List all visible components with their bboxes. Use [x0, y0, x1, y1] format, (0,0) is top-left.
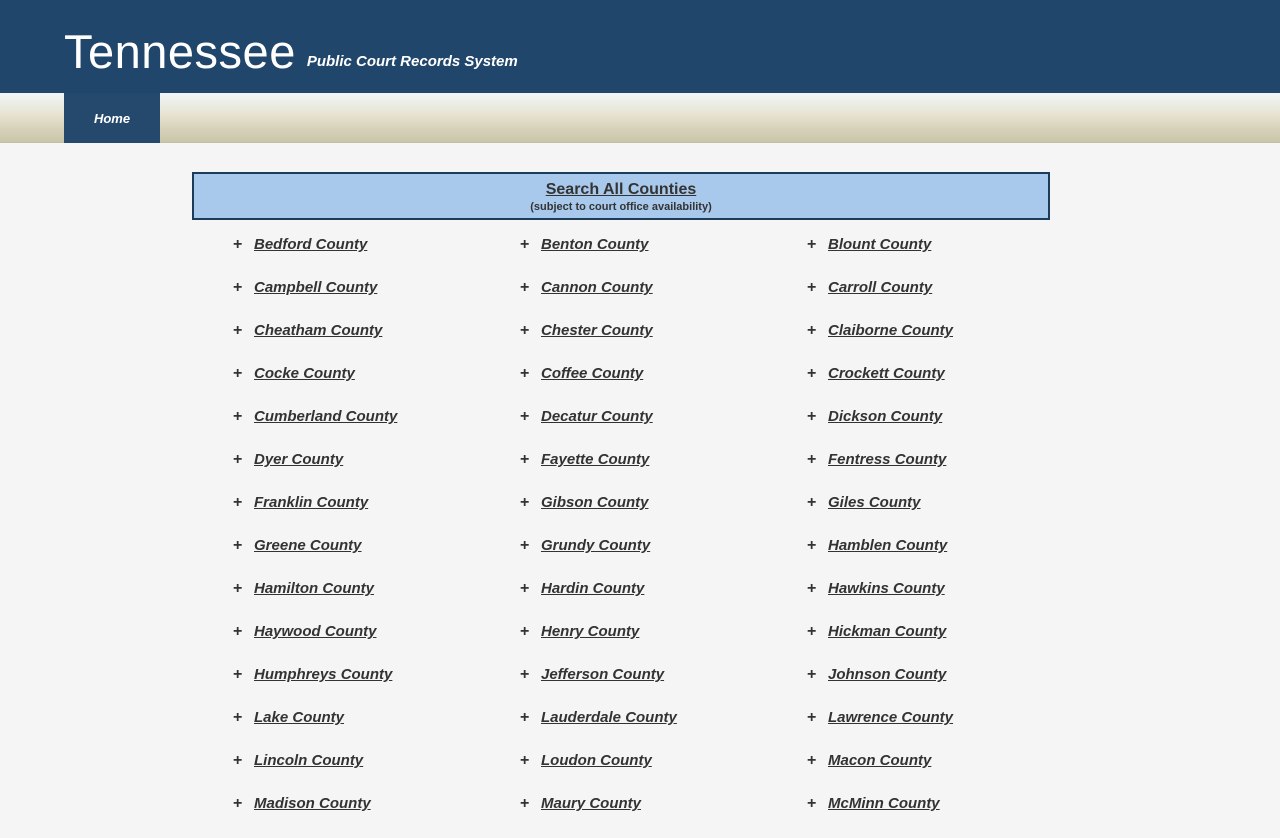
site-title: Tennessee	[64, 25, 296, 78]
county-list-item	[233, 580, 520, 623]
expand-plus-icon[interactable]: +	[807, 451, 817, 468]
county-link[interactable]: Hickman County	[828, 623, 947, 640]
expand-plus-icon[interactable]: +	[807, 623, 817, 640]
expand-plus-icon[interactable]: +	[520, 537, 530, 554]
county-list-item	[520, 279, 807, 322]
expand-plus-icon[interactable]: +	[233, 623, 243, 640]
county-list-item	[520, 322, 807, 365]
expand-plus-icon[interactable]: +	[233, 666, 243, 683]
county-link[interactable]: Crockett County	[828, 365, 945, 382]
brand	[64, 25, 518, 78]
county-list-item	[520, 709, 807, 752]
county-link[interactable]: Coffee County	[541, 365, 644, 382]
expand-plus-icon[interactable]: +	[233, 365, 243, 382]
expand-plus-icon[interactable]: +	[233, 580, 243, 597]
expand-plus-icon[interactable]: +	[233, 279, 243, 296]
expand-plus-icon[interactable]: +	[520, 795, 530, 812]
expand-plus-icon[interactable]: +	[520, 451, 530, 468]
tab-home[interactable]	[64, 93, 160, 143]
county-list-item	[233, 494, 520, 537]
county-link[interactable]: Benton County	[541, 236, 649, 253]
county-list-item	[807, 795, 1094, 838]
county-list-item	[233, 795, 520, 838]
expand-plus-icon[interactable]: +	[233, 795, 243, 812]
county-link[interactable]: Lauderdale County	[541, 709, 677, 726]
county-list-item	[520, 537, 807, 580]
county-list-item	[807, 365, 1094, 408]
county-list-item	[807, 322, 1094, 365]
expand-plus-icon[interactable]: +	[520, 322, 530, 339]
county-link[interactable]: Jefferson County	[541, 666, 665, 683]
county-list-item	[807, 279, 1094, 322]
county-list-item	[233, 279, 520, 322]
county-link[interactable]: Lake County	[254, 709, 345, 726]
county-link[interactable]: Dyer County	[254, 451, 344, 468]
expand-plus-icon[interactable]: +	[233, 236, 243, 253]
expand-plus-icon[interactable]: +	[807, 752, 817, 769]
county-list-item	[807, 451, 1094, 494]
county-list-item	[233, 752, 520, 795]
county-list-item	[807, 236, 1094, 279]
county-list-item	[520, 451, 807, 494]
county-list-item	[807, 752, 1094, 795]
county-link[interactable]: Giles County	[828, 494, 921, 511]
county-link[interactable]: Cocke County	[254, 365, 355, 382]
county-link[interactable]: Gibson County	[541, 494, 649, 511]
county-list-item	[807, 494, 1094, 537]
county-link[interactable]: Bedford County	[254, 236, 368, 253]
county-link[interactable]: Henry County	[541, 623, 640, 640]
county-link[interactable]: Franklin County	[254, 494, 369, 511]
expand-plus-icon[interactable]: +	[807, 322, 817, 339]
nav-bar	[0, 93, 1280, 143]
county-link[interactable]: Campbell County	[254, 279, 378, 296]
search-all-counties-label[interactable]: Search All Counties	[545, 181, 697, 198]
county-link[interactable]: Decatur County	[541, 408, 653, 425]
county-list-item	[233, 236, 520, 279]
expand-plus-icon[interactable]: +	[807, 709, 817, 726]
expand-plus-icon[interactable]: +	[520, 666, 530, 683]
search-all-counties-button[interactable]	[192, 172, 1050, 220]
county-link[interactable]: Haywood County	[254, 623, 377, 640]
expand-plus-icon[interactable]: +	[807, 279, 817, 296]
site-subtitle: Public Court Records System	[306, 53, 518, 70]
county-list-item	[807, 623, 1094, 666]
county-link[interactable]: Madison County	[254, 795, 371, 812]
county-list-item	[233, 623, 520, 666]
expand-plus-icon[interactable]: +	[233, 537, 243, 554]
county-list-item	[520, 752, 807, 795]
expand-plus-icon[interactable]: +	[233, 322, 243, 339]
expand-plus-icon[interactable]: +	[233, 752, 243, 769]
county-link[interactable]: Claiborne County	[828, 322, 954, 339]
county-list-item	[520, 795, 807, 838]
expand-plus-icon[interactable]: +	[520, 408, 530, 425]
county-link[interactable]: Greene County	[254, 537, 362, 554]
expand-plus-icon[interactable]: +	[807, 236, 817, 253]
county-list-item	[807, 537, 1094, 580]
county-list-item	[520, 365, 807, 408]
site-header	[0, 0, 1280, 93]
county-link[interactable]: Macon County	[828, 752, 932, 769]
county-list-item	[233, 666, 520, 709]
county-list-item	[233, 365, 520, 408]
county-link[interactable]: Carroll County	[828, 279, 933, 296]
county-list-item	[520, 580, 807, 623]
expand-plus-icon[interactable]: +	[807, 408, 817, 425]
county-link[interactable]: Cannon County	[541, 279, 653, 296]
expand-plus-icon[interactable]: +	[807, 666, 817, 683]
county-link[interactable]: Dickson County	[828, 408, 943, 425]
county-list-item	[520, 408, 807, 451]
county-list-item	[233, 408, 520, 451]
county-list-item	[233, 451, 520, 494]
expand-plus-icon[interactable]: +	[807, 365, 817, 382]
county-grid	[233, 236, 1094, 838]
expand-plus-icon[interactable]: +	[520, 752, 530, 769]
expand-plus-icon[interactable]: +	[233, 451, 243, 468]
county-list-item	[520, 666, 807, 709]
county-link[interactable]: Fayette County	[541, 451, 650, 468]
expand-plus-icon[interactable]: +	[807, 580, 817, 597]
county-link[interactable]: Lawrence County	[828, 709, 954, 726]
expand-plus-icon[interactable]: +	[520, 623, 530, 640]
expand-plus-icon[interactable]: +	[807, 795, 817, 812]
county-list-item	[233, 537, 520, 580]
county-link[interactable]: Humphreys County	[254, 666, 393, 683]
main-content	[0, 143, 1280, 812]
county-list-item	[807, 408, 1094, 451]
county-list-item	[807, 709, 1094, 752]
county-link[interactable]: Blount County	[828, 236, 932, 253]
expand-plus-icon[interactable]: +	[520, 709, 530, 726]
search-availability-note: (subject to court office availability)	[530, 201, 712, 214]
county-link[interactable]: Cumberland County	[254, 408, 398, 425]
expand-plus-icon[interactable]: +	[520, 365, 530, 382]
county-link[interactable]: Loudon County	[541, 752, 652, 769]
county-list-item	[520, 623, 807, 666]
expand-plus-icon[interactable]: +	[807, 494, 817, 511]
home-tab-label: Home	[93, 110, 131, 126]
county-list-item	[807, 580, 1094, 623]
county-link[interactable]: Hamblen County	[828, 537, 948, 554]
county-list-item	[520, 494, 807, 537]
county-list-item	[233, 709, 520, 752]
expand-plus-icon[interactable]: +	[520, 494, 530, 511]
county-list-item	[520, 236, 807, 279]
county-link[interactable]: Hardin County	[541, 580, 645, 597]
expand-plus-icon[interactable]: +	[233, 494, 243, 511]
expand-plus-icon[interactable]: +	[233, 408, 243, 425]
expand-plus-icon[interactable]: +	[520, 236, 530, 253]
county-link[interactable]: Hamilton County	[254, 580, 374, 597]
county-link[interactable]: Hawkins County	[828, 580, 945, 597]
county-link[interactable]: Grundy County	[541, 537, 651, 554]
county-link[interactable]: Chester County	[541, 322, 653, 339]
county-link[interactable]: Lincoln County	[254, 752, 364, 769]
county-link[interactable]: Fentress County	[828, 451, 947, 468]
expand-plus-icon[interactable]: +	[807, 537, 817, 554]
county-link[interactable]: Johnson County	[828, 666, 947, 683]
county-list-item	[233, 322, 520, 365]
county-link[interactable]: Cheatham County	[254, 322, 383, 339]
county-link[interactable]: Maury County	[541, 795, 642, 812]
expand-plus-icon[interactable]: +	[233, 709, 243, 726]
expand-plus-icon[interactable]: +	[520, 580, 530, 597]
county-list-item	[807, 666, 1094, 709]
expand-plus-icon[interactable]: +	[520, 279, 530, 296]
county-link[interactable]: McMinn County	[828, 795, 940, 812]
